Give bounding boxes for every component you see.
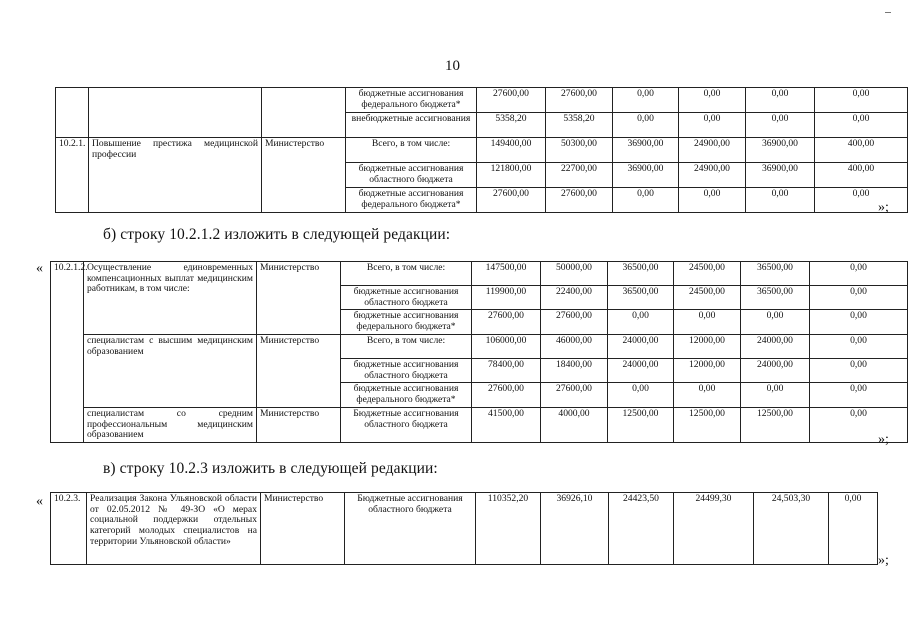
exec-cell: Министерство (257, 262, 341, 335)
value-cell: 12500,00 (741, 407, 810, 442)
value-cell: 0,00 (810, 262, 908, 286)
table-row (56, 138, 908, 163)
opening-quote: « (36, 261, 43, 276)
value-cell: 27600,00 (477, 88, 546, 113)
value-cell: 27600,00 (546, 188, 613, 213)
value-cell: 0,00 (746, 113, 815, 138)
value-cell: 0,00 (613, 188, 679, 213)
name-cell (89, 88, 262, 138)
value-cell: 106000,00 (472, 334, 541, 358)
name-cell: Осуществление единовременных компенсационных выплат медицинским работникам, в том числе: (84, 262, 257, 335)
value-cell: 24900,00 (679, 163, 746, 188)
value-cell: 36500,00 (608, 262, 674, 286)
source-cell: внебюджетные ассигнования (346, 113, 477, 138)
value-cell: 18400,00 (541, 358, 608, 382)
corner-mark (885, 12, 891, 21)
value-cell: 4000,00 (541, 407, 608, 442)
value-cell: 0,00 (815, 113, 908, 138)
value-cell: 27600,00 (546, 88, 613, 113)
value-cell: 24000,00 (608, 358, 674, 382)
source-cell: Всего, в том числе: (341, 334, 472, 358)
closing-quote: »; (878, 200, 889, 215)
value-cell: 0,00 (674, 310, 741, 334)
value-cell: 24499,30 (674, 493, 754, 565)
value-cell: 0,00 (741, 383, 810, 407)
code-cell (56, 88, 89, 138)
value-cell: 0,00 (810, 358, 908, 382)
value-cell: 5358,20 (546, 113, 613, 138)
value-cell: 0,00 (810, 334, 908, 358)
value-cell: 400,00 (815, 138, 908, 163)
value-cell: 50000,00 (541, 262, 608, 286)
source-cell: Всего, в том числе: (346, 138, 477, 163)
table-row-10-2-3 (50, 492, 878, 565)
opening-quote: « (36, 494, 43, 509)
value-cell: 36900,00 (746, 163, 815, 188)
value-cell: 0,00 (810, 407, 908, 442)
value-cell: 24000,00 (741, 334, 810, 358)
code-cell: 10.2.3. (51, 493, 87, 565)
table-row (51, 262, 908, 286)
value-cell: 24500,00 (674, 286, 741, 310)
value-cell: 0,00 (674, 383, 741, 407)
value-cell: 27600,00 (541, 310, 608, 334)
value-cell: 24500,00 (674, 262, 741, 286)
exec-cell (262, 88, 346, 138)
value-cell: 0,00 (608, 383, 674, 407)
name-cell: специалистам со средним профессиональным медицинским образованием (84, 407, 257, 442)
value-cell: 22700,00 (546, 163, 613, 188)
source-cell: Бюджетные ассигнования областного бюджета (345, 493, 476, 565)
value-cell: 147500,00 (472, 262, 541, 286)
value-cell: 0,00 (746, 88, 815, 113)
value-cell: 0,00 (613, 88, 679, 113)
table-row (51, 407, 908, 442)
section-heading-c: в) строку 10.2.3 изложить в следующей редакции: (103, 460, 438, 477)
value-cell: 0,00 (741, 310, 810, 334)
value-cell: 0,00 (679, 188, 746, 213)
value-cell: 12500,00 (608, 407, 674, 442)
value-cell: 36900,00 (613, 138, 679, 163)
value-cell: 400,00 (815, 163, 908, 188)
value-cell: 27600,00 (541, 383, 608, 407)
value-cell: 0,00 (746, 188, 815, 213)
value-cell: 119900,00 (472, 286, 541, 310)
exec-cell: Министерство (262, 138, 346, 213)
value-cell: 36500,00 (608, 286, 674, 310)
name-cell: специалистам с высшим медицинским образованием (84, 334, 257, 407)
value-cell: 0,00 (815, 88, 908, 113)
table-continuation (55, 87, 908, 213)
value-cell: 50300,00 (546, 138, 613, 163)
code-cell: 10.2.1. (56, 138, 89, 213)
value-cell: 0,00 (679, 113, 746, 138)
value-cell: 12500,00 (674, 407, 741, 442)
value-cell: 36900,00 (746, 138, 815, 163)
exec-cell: Министерство (257, 334, 341, 407)
section-heading-b: б) строку 10.2.1.2 изложить в следующей редакции: (103, 226, 451, 243)
value-cell: 27600,00 (472, 310, 541, 334)
value-cell: 24900,00 (679, 138, 746, 163)
value-cell: 78400,00 (472, 358, 541, 382)
source-cell: бюджетные ассигнования областного бюджета (341, 286, 472, 310)
value-cell: 27600,00 (477, 188, 546, 213)
table-row (56, 88, 908, 113)
source-cell: бюджетные ассигнования федерального бюджета* (346, 188, 477, 213)
exec-cell: Министерство (257, 407, 341, 442)
value-cell: 27600,00 (472, 383, 541, 407)
value-cell: 5358,20 (477, 113, 546, 138)
value-cell: 110352,20 (476, 493, 541, 565)
source-cell: бюджетные ассигнования федерального бюджета* (341, 310, 472, 334)
value-cell: 36926,10 (541, 493, 609, 565)
value-cell: 0,00 (829, 493, 878, 565)
value-cell: 24423,50 (609, 493, 674, 565)
value-cell: 24000,00 (741, 358, 810, 382)
source-cell: Всего, в том числе: (341, 262, 472, 286)
value-cell: 0,00 (613, 113, 679, 138)
value-cell: 41500,00 (472, 407, 541, 442)
source-cell: бюджетные ассигнования федерального бюджета* (346, 88, 477, 113)
value-cell: 0,00 (810, 286, 908, 310)
name-cell: Реализация Закона Ульяновской области от 02.05.2012 № 49-ЗО «О мерах социальной поддержки отдельных категорий молодых специалистов на территории Ульяновской области» (87, 493, 261, 565)
value-cell: 36900,00 (613, 163, 679, 188)
value-cell: 36500,00 (741, 286, 810, 310)
source-cell: Бюджетные ассигнования областного бюджета (341, 407, 472, 442)
value-cell: 0,00 (810, 310, 908, 334)
value-cell: 0,00 (815, 188, 908, 213)
code-cell: 10.2.1.2. (51, 262, 84, 443)
table-row (51, 493, 878, 565)
value-cell: 121800,00 (477, 163, 546, 188)
source-cell: бюджетные ассигнования областного бюджета (346, 163, 477, 188)
value-cell: 0,00 (679, 88, 746, 113)
value-cell: 0,00 (608, 310, 674, 334)
value-cell: 36500,00 (741, 262, 810, 286)
page-number: 10 (445, 58, 460, 74)
source-cell: бюджетные ассигнования областного бюджета (341, 358, 472, 382)
source-cell: бюджетные ассигнования федерального бюджета* (341, 383, 472, 407)
table-row (51, 334, 908, 358)
name-cell: Повышение престижа медицинской профессии (89, 138, 262, 213)
value-cell: 0,00 (810, 383, 908, 407)
table-row-10-2-1-2 (50, 261, 908, 443)
closing-quote: »; (878, 432, 889, 447)
exec-cell: Министерство (261, 493, 345, 565)
value-cell: 24000,00 (608, 334, 674, 358)
closing-quote: »; (878, 553, 889, 568)
value-cell: 149400,00 (477, 138, 546, 163)
value-cell: 12000,00 (674, 358, 741, 382)
value-cell: 12000,00 (674, 334, 741, 358)
value-cell: 46000,00 (541, 334, 608, 358)
value-cell: 22400,00 (541, 286, 608, 310)
value-cell: 24,503,30 (754, 493, 829, 565)
